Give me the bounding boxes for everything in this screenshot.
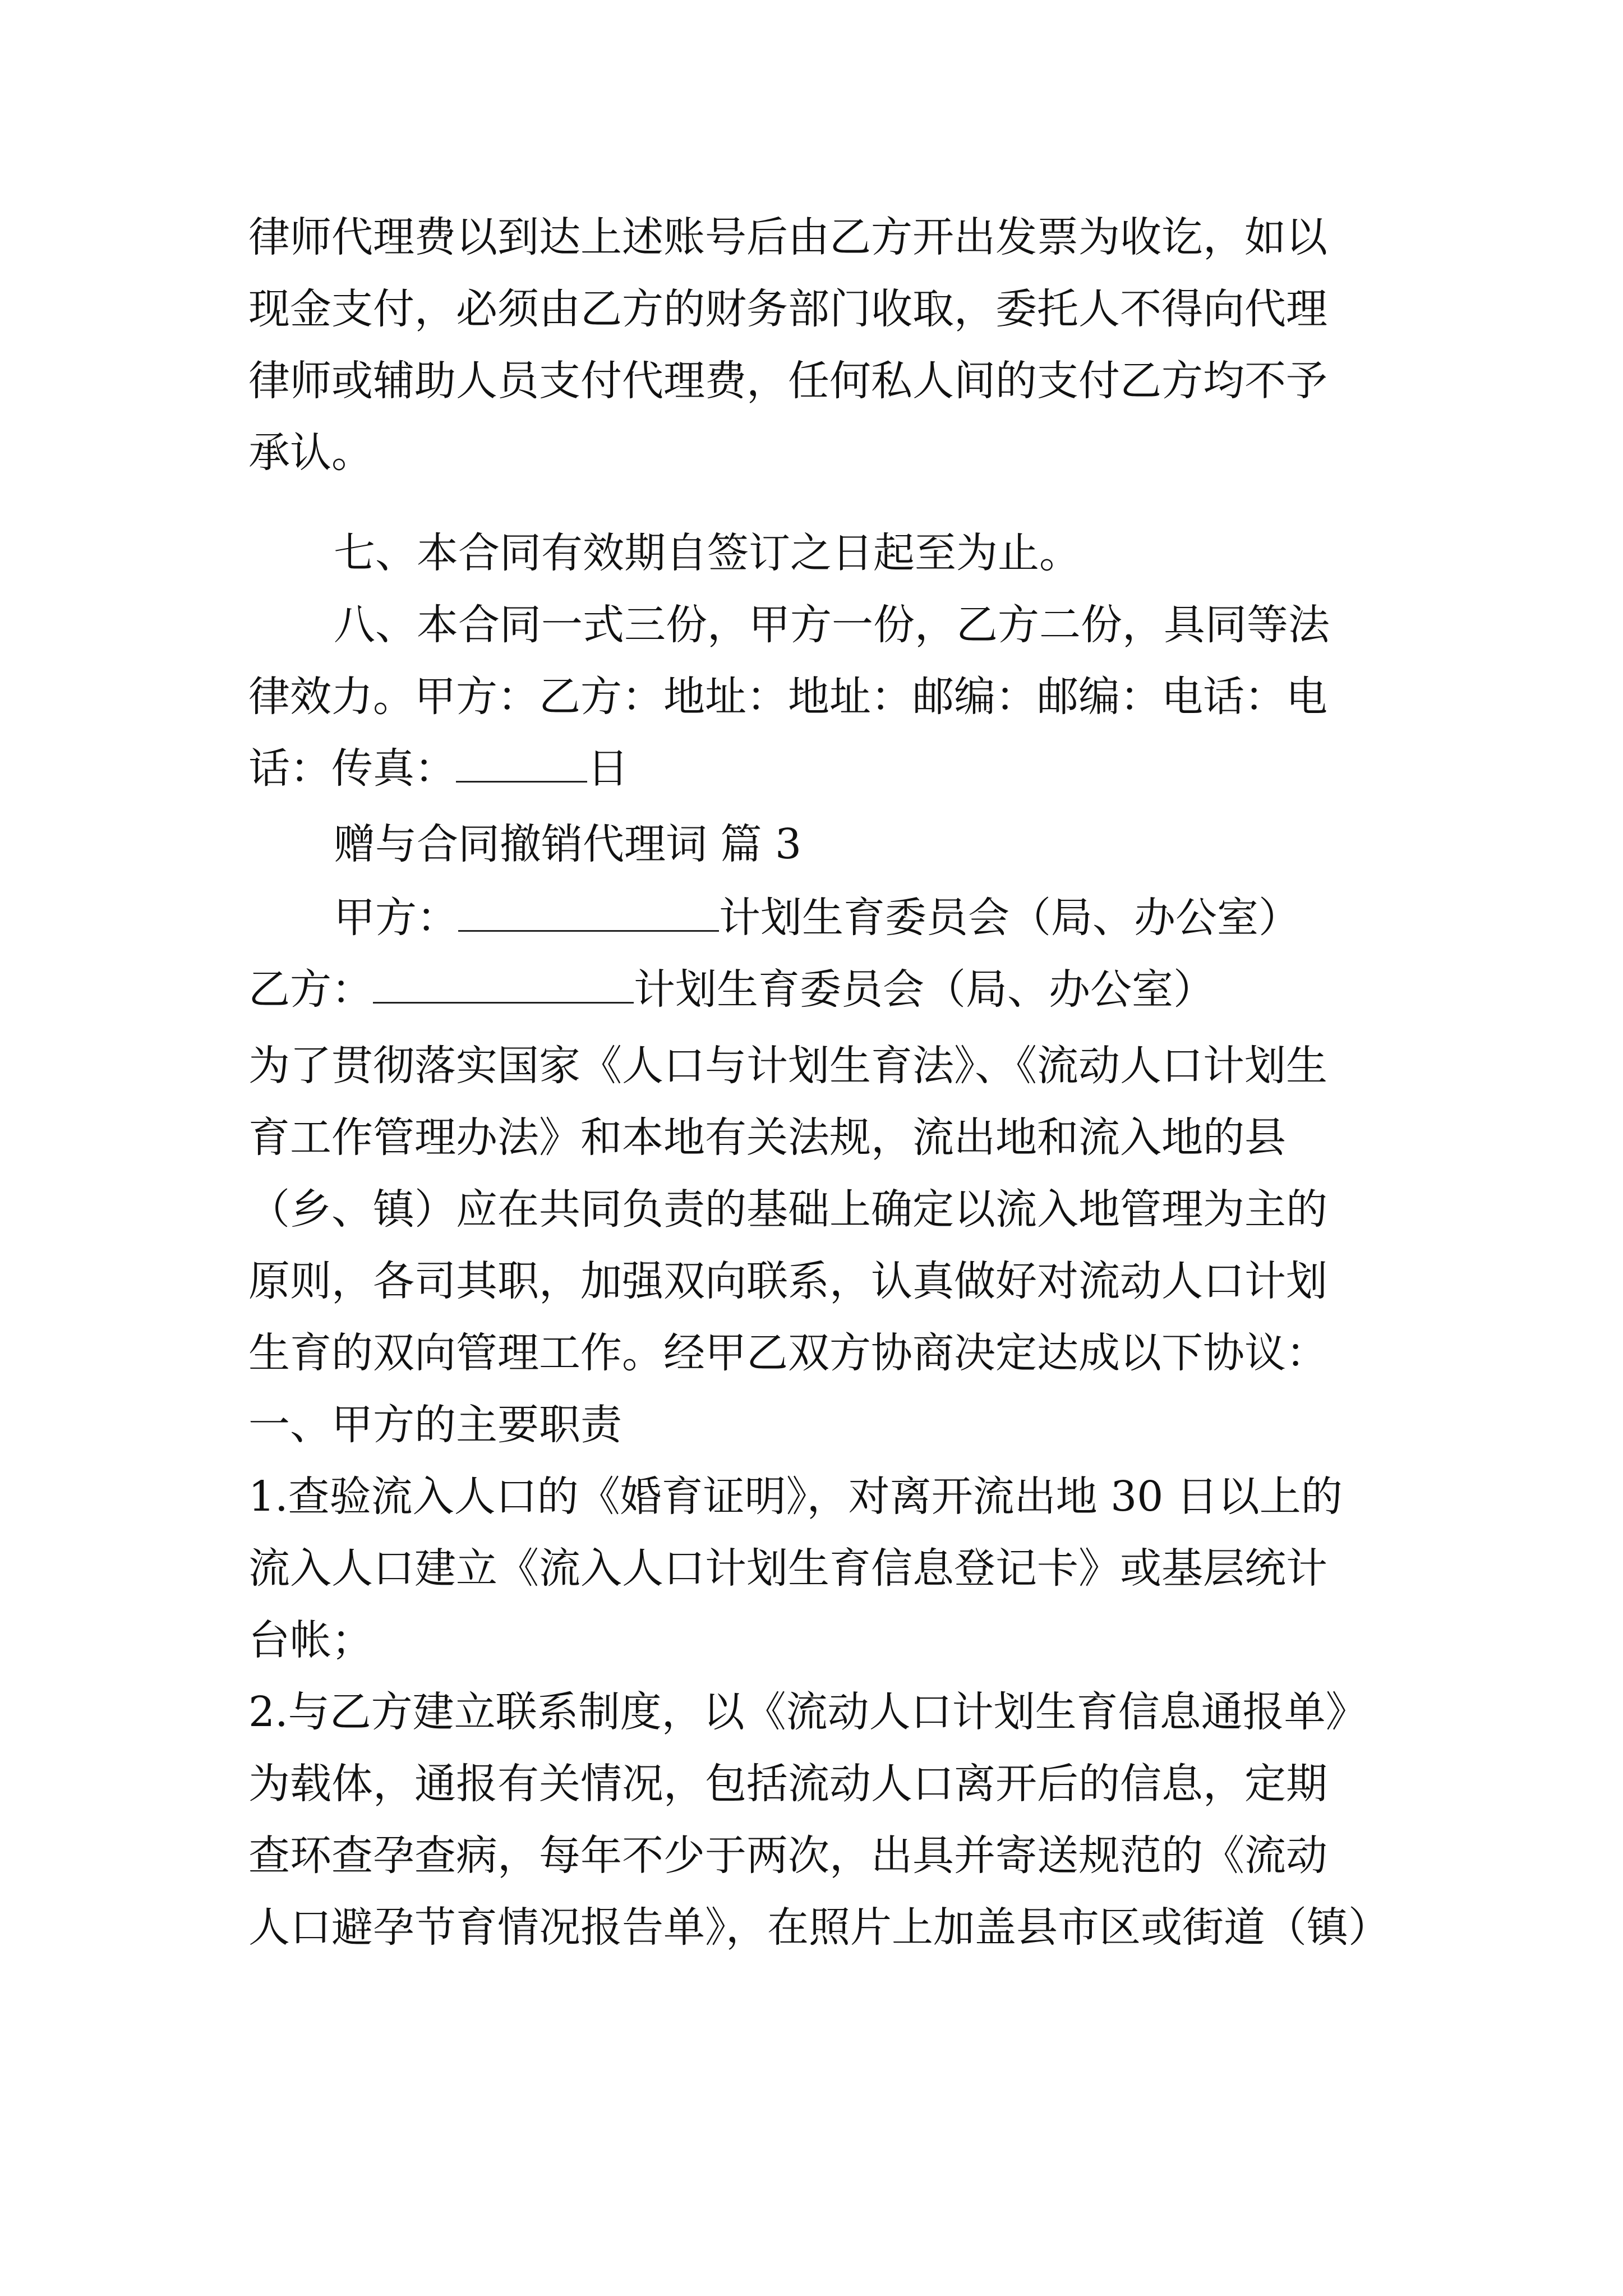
paragraph-line: 承认。 [248,429,373,477]
paragraph-line: 育工作管理办法》和本地有关法规，流出地和流入地的县 [248,1114,1286,1162]
clause-eight: 八、本合同一式三份，甲方一份，乙方二份，具同等法 [334,601,1330,649]
list-item: 2.与乙方建立联系制度，以《流动人口计划生育信息通报单》 [248,1688,1367,1736]
paragraph-line: 台帐； [248,1616,373,1664]
party-b-label: 乙方： [248,965,373,1014]
paragraph-line: 流入人口建立《流入人口计划生育信息登记卡》或基层统计 [248,1544,1327,1593]
party-b-line [248,961,1215,1018]
signature-line [248,740,629,797]
party-a-org: 计划生育委员会（局、办公室） [719,894,1300,942]
date-blank [456,742,587,783]
paragraph-line: 为载体，通报有关情况，包括流动人口离开后的信息，定期 [248,1760,1327,1808]
section-heading: 一、甲方的主要职责 [248,1401,622,1449]
party-b-blank [373,963,634,1004]
paragraph-line: 查环查孕查病，每年不少于两次，出具并寄送规范的《流动 [248,1832,1327,1880]
fax-label: 话：传真： [248,744,456,793]
clause-seven: 七、本合同有效期自签订之日起至为止。 [334,529,1081,577]
paragraph-line: 原则，各司其职，加强双向联系，认真做好对流动人口计划 [248,1257,1327,1305]
paragraph-line: 律效力。甲方：乙方：地址：地址：邮编：邮编：电话：电 [248,673,1327,721]
party-a-line [334,890,1300,946]
paragraph-line: 律师或辅助人员支付代理费，任何私人间的支付乙方均不予 [248,357,1327,405]
section-heading: 赠与合同撤销代理词 篇 3 [334,820,802,868]
paragraph-line: 现金支付，必须由乙方的财务部门收取，委托人不得向代理 [248,285,1327,333]
party-a-blank [458,891,719,932]
party-b-org: 计划生育委员会（局、办公室） [634,965,1215,1014]
paragraph-line: 律师代理费以到达上述账号后由乙方开出发票为收讫，如以 [248,213,1327,261]
paragraph-line: 人口避孕节育情况报告单》，在照片上加盖县市区或街道（镇） [248,1903,1390,1952]
paragraph-line: （乡、镇）应在共同负责的基础上确定以流入地管理为主的 [248,1185,1327,1234]
day-label: 日 [587,744,629,793]
paragraph-line: 生育的双向管理工作。经甲乙双方协商决定达成以下协议： [248,1329,1327,1377]
party-a-label: 甲方： [334,894,458,942]
paragraph-line: 为了贯彻落实国家《人口与计划生育法》、《流动人口计划生 [248,1042,1327,1090]
list-item: 1.查验流入人口的《婚育证明》，对离开流出地 30 日以上的 [248,1473,1343,1521]
